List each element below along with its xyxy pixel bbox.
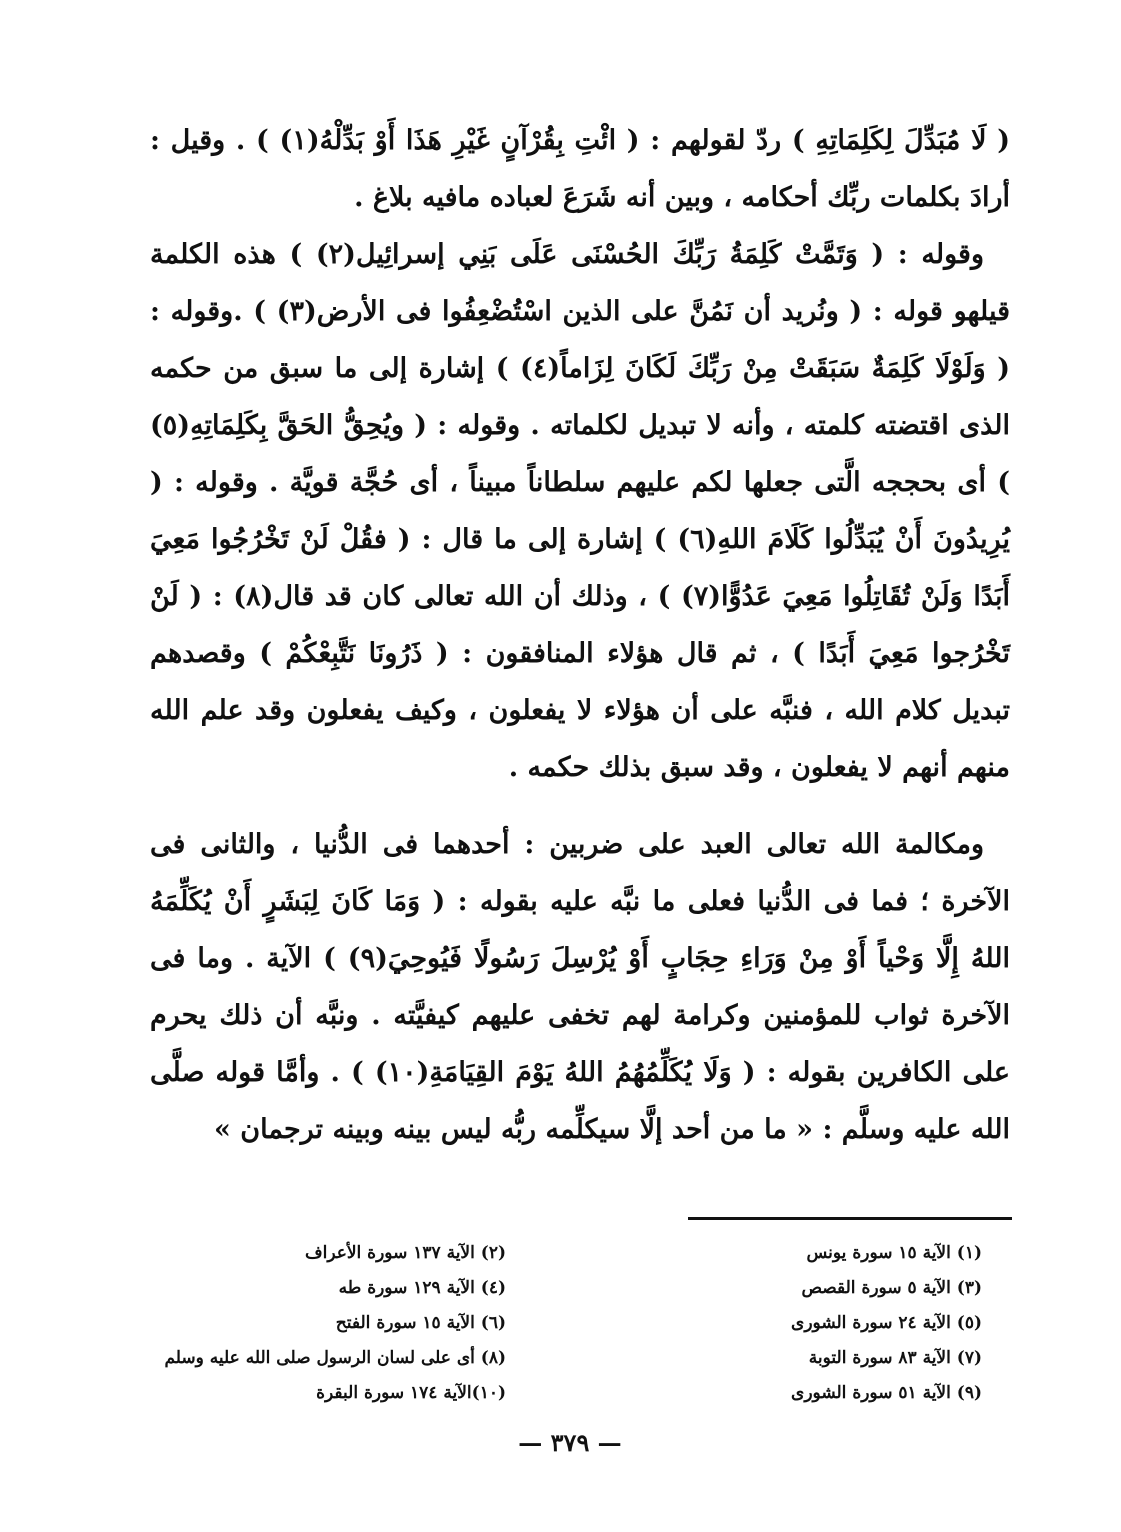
footnote-separator	[688, 1217, 1012, 1220]
footnote-5: (٥) الآية ٢٤ سورة الشورى	[791, 1313, 982, 1333]
footnote-10: (١٠)الآية ١٧٤ سورة البقرة	[316, 1383, 506, 1403]
paragraph-1: ( لَا مُبَدِّلَ لِكَلِمَاتِهِ ) ردّ لقولهم : ( ائْتِ بِقُرْآنٍ غَيْرِ هَذَا أَوْ بَدِّلْهُ(١) ) . وقيل : أرادَ بكلمات ربِّك أحكامه ، وبين أنه شَرَعَ لعباده مافيه بلاغ .	[150, 125, 1010, 213]
footnote-8: (٨) أى على لسان الرسول صلى الله عليه وسلم	[164, 1348, 506, 1368]
footnotes-left-column	[150, 1236, 546, 1411]
footnotes	[150, 1236, 982, 1411]
paragraph-2: وقوله : ( وَتَمَّتْ كَلِمَةُ رَبِّكَ الحُسْنَى عَلَى بَنِي إسرائِيل(٢) ) هذه الكلمة قيلهو قوله : ( ونُريد أن نَمُنَّ على الذين اسْتُضْعِفُوا فى الأرض(٣) ) .وقوله : ( وَلَوْلَا كَلِمَةٌ سَبَقَتْ مِنْ رَبِّكَ لَكَانَ لِزَاماً(٤) ) إشارة إلى ما سبق من حكمه الذى اقتضته كلمته ، وأنه لا تبديل لكلماته . وقوله : ( ويُحِقُّ الحَقَّ بِكَلِمَاتِهِ(٥) ) أى بحججه الَّتى جعلها لكم عليهم سلطاناً مبيناً ، أى حُجَّة قويَّة . وقوله : ( يُرِيدُونَ أَنْ يُبَدِّلُوا كَلَامَ اللهِ(٦) ) إشارة إلى ما قال : ( فقُلْ لَنْ تَخْرُجُوا مَعِيَ أَبَدًا وَلَنْ تُقَاتِلُوا مَعِيَ عَدُوًّا(٧) ) ، وذلك أن الله تعالى كان قد قال(٨) : ( لَنْ تَخْرُجوا مَعِيَ أَبَدًا ) ، ثم قال هؤلاء المنافقون : ( ذَرُونَا نَتَّبِعْكُمْ ) وقصدهم تبديل كلام الله ، فنبَّه على أن هؤلاء لا يفعلون ، وكيف يفعلون وقد علم الله منهم أنهم لا يفعلون ، وقد سبق بذلك حكمه .	[150, 239, 1011, 783]
footnote-2: (٢) الآية ١٣٧ سورة الأعراف	[304, 1243, 506, 1263]
footnote-4: (٤) الآية ١٢٩ سورة طه	[338, 1278, 506, 1298]
main-text	[150, 112, 1010, 1158]
paragraph-3: ومكالمة الله تعالى العبد على ضربين : أحدهما فى الدُّنيا ، والثانى فى الآخرة ؛ فما فى الدُّنيا فعلى ما نبَّه عليه بقوله : ( وَمَا كَانَ لِبَشَرٍ أَنْ يُكَلِّمَهُ اللهُ إِلَّا وَحْياً أَوْ مِنْ وَرَاءِ حِجَابٍ أَوْ يُرْسِلَ رَسُولًا فَيُوحِيَ(٩) ) الآية . وما فى الآخرة ثواب للمؤمنين وكرامة لهم تخفى عليهم كيفيَّته . ونبَّه أن ذلك يحرم على الكافرين بقوله : ( وَلَا يُكَلِّمُهُمُ اللهُ يَوْمَ القِيَامَةِ(١٠) ) . وأمَّا قوله صلَّى الله عليه وسلَّم : « ما من أحد إلَّا سيكلِّمه ربُّه ليس بينه وبينه ترجمان »	[150, 829, 1010, 1145]
footnote-3: (٣) الآية ٥ سورة القصص	[801, 1278, 982, 1298]
footnote-6: (٦) الآية ١٥ سورة الفتح	[335, 1313, 506, 1333]
page-number: — ٣٧٩ —	[518, 1428, 622, 1457]
footnote-1: (١) الآية ١٥ سورة يونس	[806, 1243, 982, 1263]
footnote-9: (٩) الآية ٥١ سورة الشورى	[791, 1383, 982, 1403]
footnotes-right-column	[586, 1236, 982, 1411]
footnote-7: (٧) الآية ٨٣ سورة التوبة	[808, 1348, 982, 1368]
